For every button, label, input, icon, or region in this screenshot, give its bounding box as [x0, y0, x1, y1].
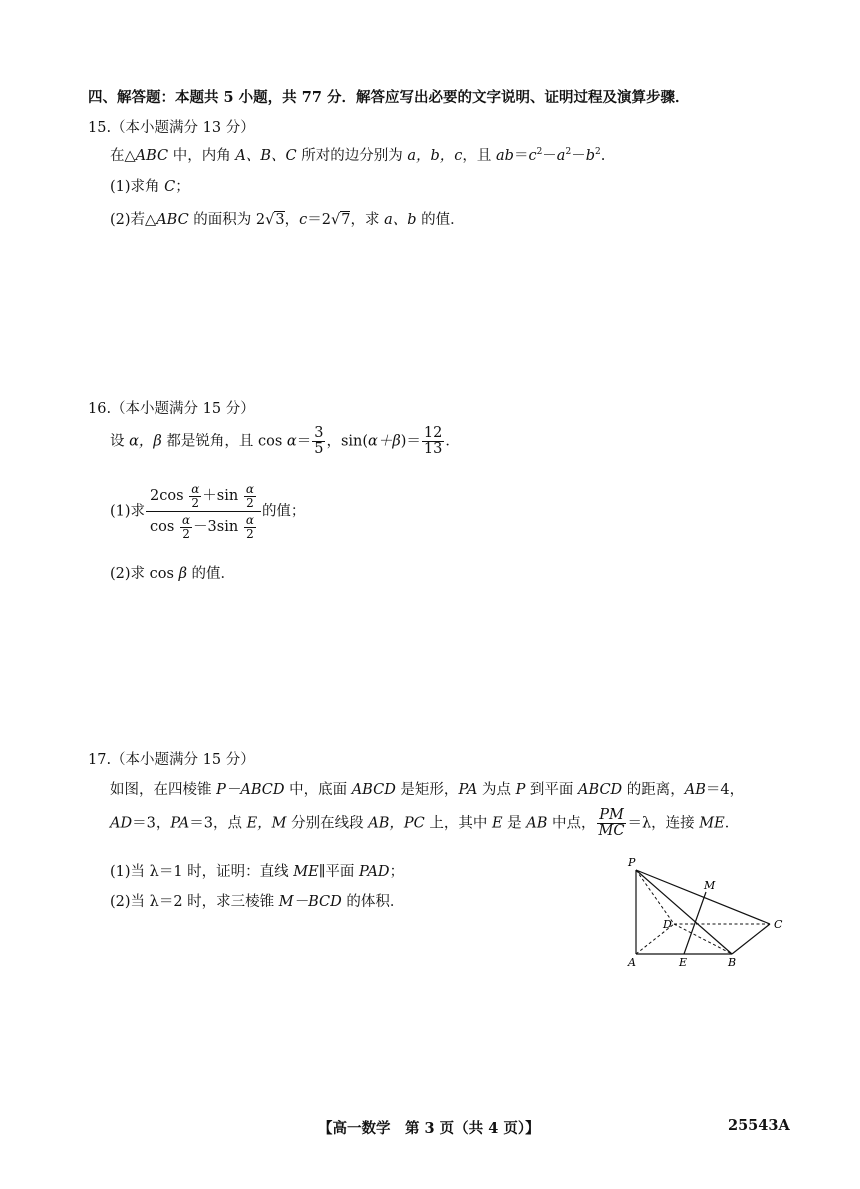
q15-header: 15.（本小题满分 13 分） [88, 120, 255, 136]
page-footer: 【高一数学 第 3 页（共 4 页）】 [318, 1120, 540, 1137]
label-P: P [628, 856, 636, 869]
q15-part1: (1)求角 C； [110, 179, 190, 195]
q16-frac-3-5: $\frac{3}{5}$ [314, 425, 324, 458]
label-D: D [663, 918, 672, 931]
section-header: 四、解答题：本题共 5 小题，共 77 分．解答应写出必要的文字说明、证明过程及演算步骤． [88, 89, 690, 106]
edge-PC [636, 870, 770, 924]
q16-big-fraction: 2cos $\frac{\alpha}{2}$ ＋sin $\frac{\alpha}{2}$ cos $\frac{\alpha}{2}$ －3sin $\frac{\alpha}{2}$ [146, 483, 261, 540]
q15-part2: (2)若△ABC 的面积为 2√3，c＝2√7，求 a、b 的值． [110, 212, 465, 228]
q17-part1: (1)当 λ＝1 时，证明：直线 ME∥平面 PAD； [110, 864, 405, 880]
q16-stem: 设 α，β 都是锐角，且 cos α＝ $\frac{3}{5}$ ，sin(α＋β)＝ $\frac{12}{13}$ ． [110, 425, 460, 458]
exam-code: 25543A [728, 1117, 790, 1134]
q16-part2: (2)求 cos β 的值． [110, 566, 236, 582]
q17-header: 17.（本小题满分 15 分） [88, 752, 255, 768]
edge-BC [732, 924, 770, 954]
q17-part2: (2)当 λ＝2 时，求三棱锥 M－BCD 的体积． [110, 894, 405, 910]
q17-frac-pm-mc: $\frac{PM}{MC}$ [598, 807, 625, 840]
q17-line2: AD＝3，PA＝3，点 E，M 分别在线段 AB，PC 上，其中 E 是 AB 中点， $\frac{PM}{MC}$ ＝λ，连接 ME． [110, 807, 740, 840]
q16-header: 16.（本小题满分 15 分） [88, 401, 255, 417]
label-M: M [704, 879, 716, 892]
q15-stem: 在△ABC 中，内角 A、B、C 所对的边分别为 a，b，c，且 $ab=c^2-a^2-b^2$. [110, 147, 606, 164]
segment-ME [684, 892, 706, 954]
edge-PB [636, 870, 732, 954]
q16-frac-12-13: $\frac{12}{13}$ [423, 425, 443, 458]
label-E: E [679, 956, 688, 969]
label-A: A [628, 956, 636, 969]
pyramid-figure [620, 852, 790, 972]
label-C: C [774, 918, 783, 931]
q16-part1: (1)求 2cos $\frac{\alpha}{2}$ ＋sin $\frac{\alpha}{2}$ cos $\frac{\alpha}{2}$ －3sin $\frac{\alpha}{2}$ 的值； [110, 482, 306, 541]
label-B: B [728, 956, 737, 969]
q17-line1: 如图，在四棱锥 P－ABCD 中，底面 ABCD 是矩形，PA 为点 P 到平面 ABCD 的距离，AB＝4， [110, 782, 745, 798]
